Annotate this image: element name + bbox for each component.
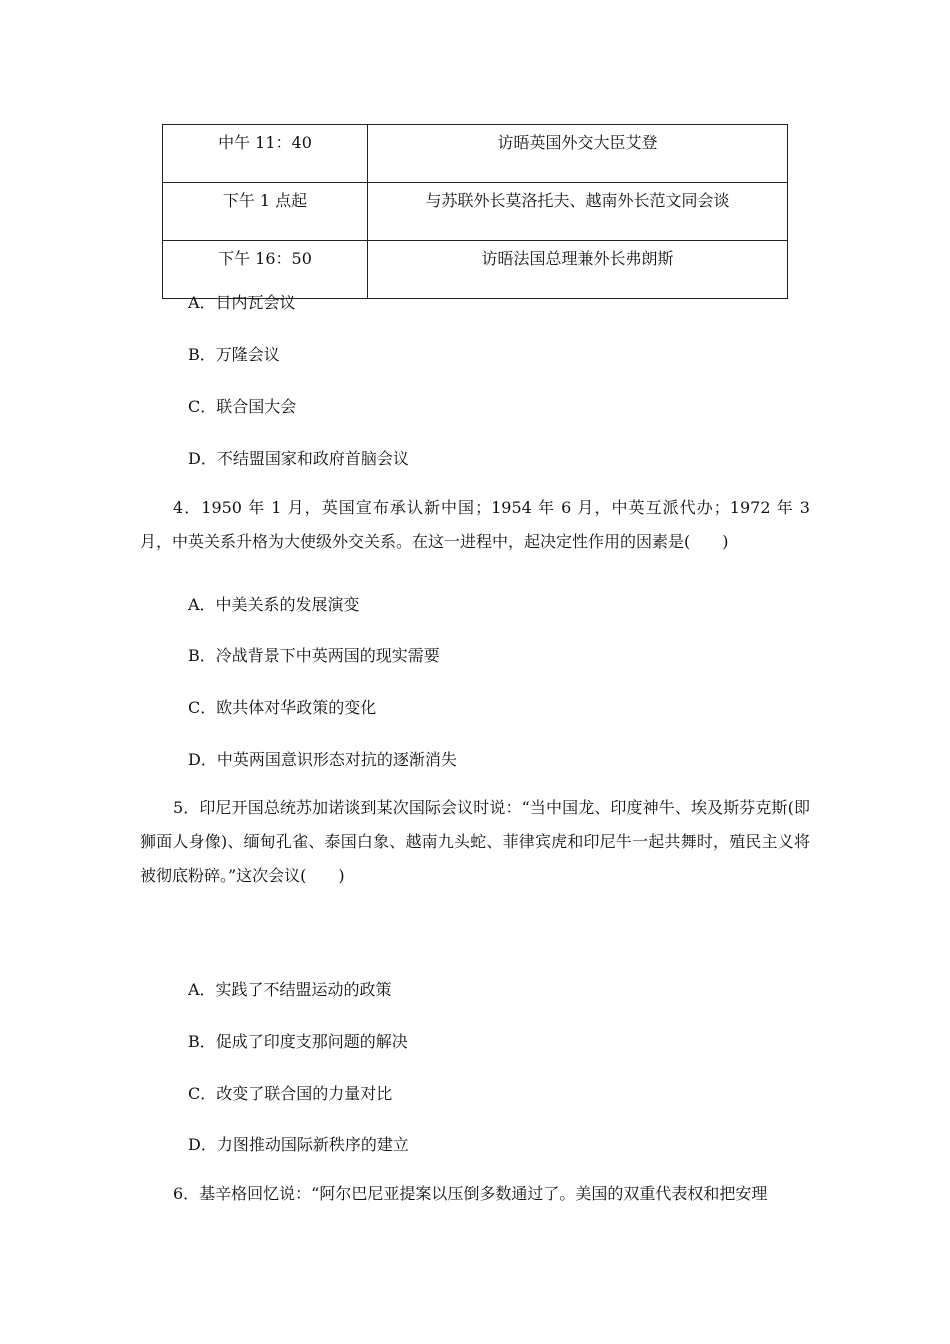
q5-stem: 5．印尼开国总统苏加诺谈到某次国际会议时说：“当中国龙、印度神牛、埃及斯芬克斯(即狮面人身像)、缅甸孔雀、泰国白象、越南九头蛇、菲律宾虎和印尼牛一起共舞时，殖民主义将被彻底粉碎。”这次会议( ) [140,798,810,885]
q3-option-c: C．联合国大会 [188,397,297,416]
q4-option-a: A．中美关系的发展演变 [188,595,360,614]
schedule-time: 下午 1 点起 [163,183,368,241]
table-row [163,183,788,241]
q3-option-a: A．日内瓦会议 [188,293,296,312]
q5-option-b: B．促成了印度支那问题的解决 [188,1032,408,1051]
q4-stem: 4．1950 年 1 月，英国宣布承认新中国；1954 年 6 月，中英互派代办；1972 年 3 月，中英关系升格为大使级外交关系。在这一进程中，起决定性作用的因素是( ) [140,498,810,551]
table-row [163,125,788,183]
q4-option-b: B．冷战背景下中英两国的现实需要 [188,646,440,665]
schedule-time: 下午 16：50 [163,241,368,299]
q5-option-c: C．改变了联合国的力量对比 [188,1084,393,1103]
q5-option-a: A．实践了不结盟运动的政策 [188,980,392,999]
q3-option-b: B．万隆会议 [188,345,280,364]
schedule-event: 访晤法国总理兼外长弗朗斯 [368,241,788,299]
schedule-table [162,124,788,299]
schedule-event: 访晤英国外交大臣艾登 [368,125,788,183]
schedule-time: 中午 11：40 [163,125,368,183]
q6-stem: 6．基辛格回忆说：“阿尔巴尼亚提案以压倒多数通过了。美国的双重代表权和把安理 [173,1184,768,1203]
schedule-event: 与苏联外长莫洛托夫、越南外长范文同会谈 [368,183,788,241]
q4-option-c: C．欧共体对华政策的变化 [188,698,377,717]
q5-option-d: D．力图推动国际新秩序的建立 [188,1135,409,1154]
q4-option-d: D．中英两国意识形态对抗的逐渐消失 [188,750,457,769]
q3-option-d: D．不结盟国家和政府首脑会议 [188,449,409,468]
